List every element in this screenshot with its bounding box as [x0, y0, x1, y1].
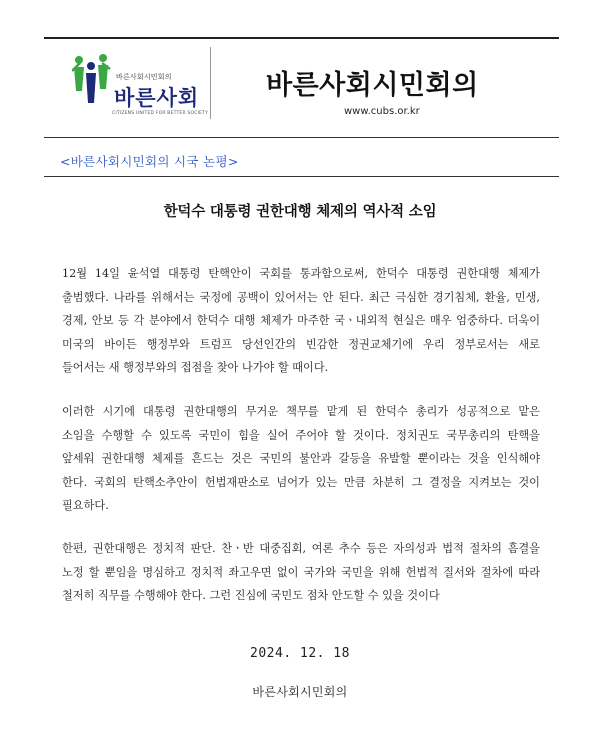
organization-name: 바른사회시민회의 [266, 70, 479, 101]
signature: 바른사회시민회의 [252, 685, 348, 699]
category-label: <바른사회시민회의 시국 논평> [60, 154, 239, 169]
paragraph-line: 한편, 권한대행은 정치적 판단. 찬ㆍ반 대중집회, 여론 추수 등은 자의성과 법적 절차의 흠결을 [62, 542, 540, 555]
paragraph-line: 12월 14일 윤석열 대통령 탄핵안이 국회를 통과함으로써, 한덕수 대통령 권한대행 체제가 [62, 267, 540, 280]
paragraph-line: 이러한 시기에 대통령 권한대행의 무거운 책무를 맡게 된 한덕수 총리가 성공적으로 맡은 [62, 405, 540, 418]
people-figures-icon [72, 51, 114, 111]
paragraph-line: 미국의 바이든 행정부와 트럼프 당선인간의 빈감한 정권교체기에 우리 정부로서는 새로 [62, 337, 540, 351]
category-bottom-rule [44, 176, 559, 177]
paragraph-2 [62, 400, 540, 518]
organization-url: www.cubs.or.kr [344, 106, 420, 117]
paragraph-line: 철저히 직무를 수행해야 한다. 그런 진심에 국민도 점차 안도할 수 있을 것이다 [62, 589, 440, 602]
paragraph-line: 필요하다. [62, 499, 109, 512]
paragraph-line: 출범했다. 나라를 위해서는 국정에 공백이 있어서는 안 된다. 최근 극심한 경기침체, 환율, 민생, [62, 290, 540, 304]
paragraph-line: 한다. 국회의 탄핵소추안이 헌법재판소로 넘어가 있는 만큼 차분히 그 결정을 지켜보는 것이 [62, 475, 540, 489]
logo-tagline: CITIZENS UNITED FOR BETTER SOCIETY [112, 111, 209, 116]
paragraph-line: 들어서는 새 행정부와의 접점을 찾아 나가야 할 때이다. [62, 361, 329, 374]
paragraph-line: 경제, 안보 등 각 분야에서 한덕수 대행 체제가 마주한 국ㆍ내외적 현실은 매우 엄중하다. 더욱이 [62, 314, 540, 327]
document-title: 한덕수 대통령 권한대행 체제의 역사적 소임 [163, 204, 437, 220]
header-bottom-rule [44, 137, 559, 138]
letterhead [44, 39, 559, 131]
organization-logo [72, 51, 212, 121]
header-divider [210, 47, 211, 119]
paragraph-3 [62, 537, 540, 608]
paragraph-line: 앞세워 권한대행 체제를 흔드는 것은 국민의 불안과 갈등을 유발할 뿐이라는 것을 인식해야 [62, 452, 540, 465]
logo-main-text: 바른사회 [114, 86, 200, 110]
paragraph-line: 소임을 수행할 수 있도록 국민이 힘을 실어 주어야 할 것이다. 정치권도 국무총리의 탄핵을 [62, 428, 540, 442]
paragraph-line: 노정 할 뿐임을 명심하고 정치적 좌고우면 없이 국가와 국민을 위해 헌법적 질서와 절차에 따라 [62, 565, 540, 579]
paragraph-1 [62, 262, 540, 380]
document-date: 2024. 12. 18 [250, 646, 350, 661]
logo-small-text: 바른사회시민회의 [116, 73, 172, 81]
